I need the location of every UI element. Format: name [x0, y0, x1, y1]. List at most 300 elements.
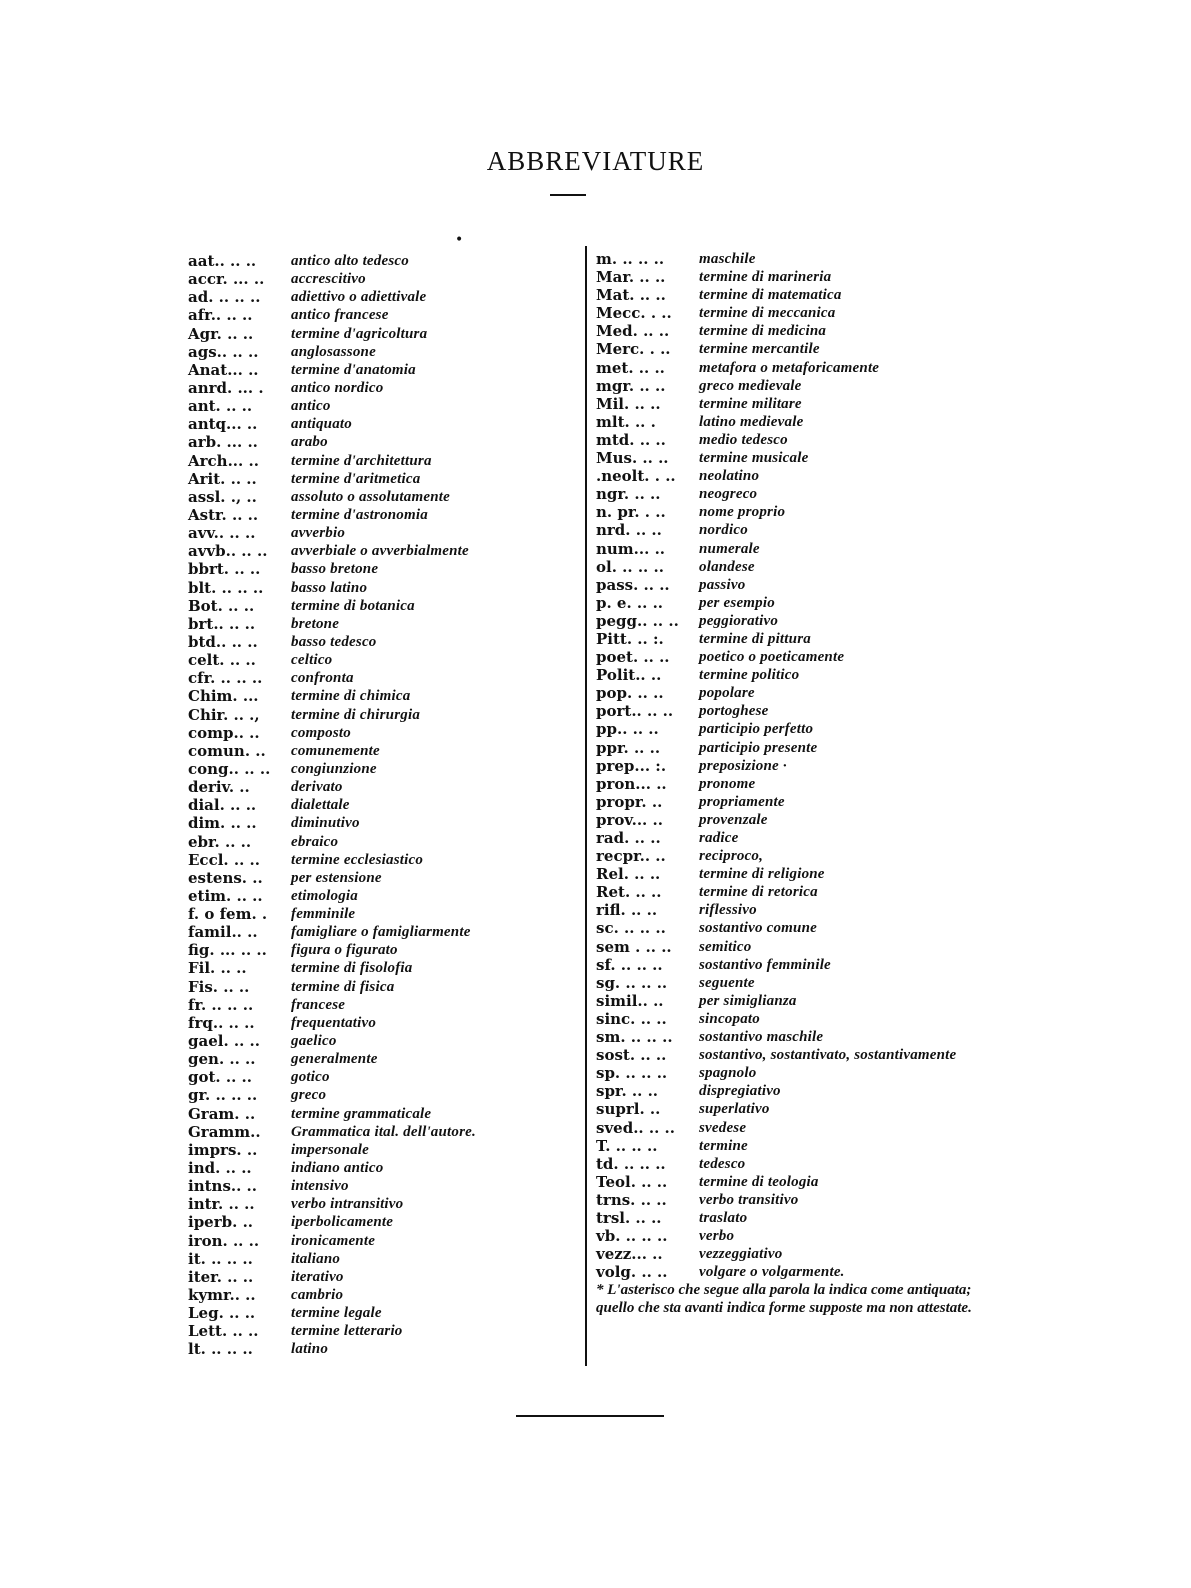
abbreviation-entry	[596, 630, 1006, 648]
abbreviation-entry	[596, 1064, 1006, 1082]
abbreviation: .neolt. . ..	[596, 467, 676, 486]
abbreviation: ol. .. .. ..	[596, 557, 664, 576]
abbreviation: Gramm..	[188, 1122, 261, 1141]
abbreviation: anrd. ... .	[188, 378, 264, 397]
definition: francese	[291, 996, 346, 1013]
abbreviation: intr. .. ..	[188, 1195, 255, 1214]
abbreviation: pron... ..	[596, 774, 667, 793]
abbreviation-entry	[188, 996, 580, 1014]
abbreviation: spr. .. ..	[596, 1082, 659, 1101]
definition: verbo	[699, 1228, 735, 1245]
abbreviation-entry	[188, 742, 580, 760]
abbreviation-entry	[188, 1286, 580, 1304]
abbreviation-entry	[188, 542, 580, 560]
abbreviation: sg. .. .. ..	[596, 973, 668, 992]
abbreviation: Lett. .. ..	[188, 1322, 259, 1341]
abbreviation: Chim. ...	[188, 687, 259, 706]
abbreviation-entry	[596, 304, 1006, 322]
definition: neolatino	[699, 468, 760, 485]
definition: per estensione	[291, 869, 382, 886]
definition: cambrio	[291, 1287, 344, 1304]
definition: bretone	[291, 615, 340, 632]
definition: nordico	[699, 522, 748, 539]
definition: termine mercantile	[699, 341, 820, 358]
abbreviation: antq... ..	[188, 415, 258, 434]
definition: antico francese	[291, 307, 389, 324]
abbreviation-entry	[596, 992, 1006, 1010]
definition: arabo	[291, 434, 328, 451]
abbreviation-entry	[188, 397, 580, 415]
abbreviation-entry	[188, 1032, 580, 1050]
abbreviation: mlt. .. .	[596, 412, 656, 431]
abbreviation-entry	[596, 684, 1006, 702]
abbreviation: rifl. .. ..	[596, 901, 658, 920]
abbreviation: vezz... ..	[596, 1245, 663, 1264]
abbreviation: deriv. ..	[188, 778, 250, 797]
abbreviation-entry	[188, 524, 580, 542]
abbreviation-entry	[596, 829, 1006, 847]
abbreviation: m. .. .. ..	[596, 250, 665, 268]
definition: termine di pittura	[699, 630, 811, 647]
abbreviation: sost. .. ..	[596, 1046, 667, 1065]
abbreviation-list-left	[188, 252, 580, 1359]
abbreviation-entry	[596, 268, 1006, 286]
definition: ironicamente	[291, 1232, 376, 1249]
abbreviation: td. .. .. ..	[596, 1154, 666, 1173]
abbreviation-entry	[596, 666, 1006, 684]
definition: termine d'architettura	[291, 452, 432, 469]
abbreviation-entry	[188, 869, 580, 887]
abbreviation: got. .. ..	[188, 1068, 252, 1087]
abbreviation: mgr. .. ..	[596, 376, 666, 395]
abbreviation-entry	[596, 757, 1006, 775]
abbreviation: recpr.. ..	[596, 847, 666, 866]
abbreviation-entry	[188, 778, 580, 796]
definition: termine di retorica	[699, 884, 818, 901]
abbreviation: sved.. .. ..	[596, 1118, 675, 1137]
definition: per esempio	[699, 594, 775, 611]
definition: peggiorativo	[699, 612, 779, 629]
abbreviation-entry	[596, 395, 1006, 413]
definition: sincopato	[699, 1010, 760, 1027]
abbreviation-entry	[596, 1155, 1006, 1173]
abbreviation: poet. .. ..	[596, 648, 670, 667]
abbreviation-entry	[596, 1209, 1006, 1227]
abbreviation: Rel. .. ..	[596, 865, 661, 884]
abbreviation-entry	[188, 1268, 580, 1286]
definition: ebraico	[291, 833, 339, 850]
abbreviation-entry	[596, 1100, 1006, 1118]
abbreviation-entry	[188, 887, 580, 905]
definition: antiquato	[291, 416, 352, 433]
abbreviation: blt. .. .. ..	[188, 578, 264, 597]
abbreviation-entry	[188, 1068, 580, 1086]
definition: termine di fisolofia	[291, 960, 413, 977]
abbreviation: n. pr. . ..	[596, 503, 666, 522]
abbreviation-entry	[188, 270, 580, 288]
abbreviation-entry	[596, 1137, 1006, 1155]
abbreviation: cong.. .. ..	[188, 759, 271, 778]
dot-mark: •	[455, 232, 464, 248]
abbreviation-entry	[596, 1046, 1006, 1064]
abbreviation: brt.. .. ..	[188, 614, 256, 633]
abbreviation-entry	[596, 250, 1006, 268]
definition: maschile	[699, 251, 756, 267]
abbreviation-entry	[596, 1173, 1006, 1191]
abbreviation-entry	[596, 503, 1006, 521]
abbreviation: sc. .. .. ..	[596, 919, 666, 938]
definition: spagnolo	[699, 1065, 757, 1082]
abbreviation-entry	[596, 1082, 1006, 1100]
abbreviation: kymr.. ..	[188, 1286, 256, 1305]
abbreviation-entry	[188, 343, 580, 361]
abbreviation: propr. ..	[596, 792, 663, 811]
abbreviation-entry	[188, 724, 580, 742]
abbreviation-entry	[596, 359, 1006, 377]
definition: iperbolicamente	[291, 1214, 394, 1231]
abbreviation: Gram. ..	[188, 1104, 256, 1123]
abbreviation: assl. ., ..	[188, 487, 257, 506]
abbreviation-entry	[188, 325, 580, 343]
abbreviation-entry	[188, 651, 580, 669]
abbreviation-entry	[188, 814, 580, 832]
column-divider	[585, 246, 587, 1366]
abbreviation: pop. .. ..	[596, 684, 664, 703]
abbreviation-entry	[188, 1123, 580, 1141]
abbreviation-entry	[188, 1086, 580, 1104]
abbreviation-entry	[188, 470, 580, 488]
definition: adiettivo o adiettivale	[291, 289, 427, 306]
definition: per simiglianza	[699, 992, 797, 1009]
abbreviation-entry	[188, 1213, 580, 1231]
abbreviation: arb. ... ..	[188, 433, 258, 452]
definition: termine letterario	[291, 1323, 403, 1340]
definition: preposizione ·	[699, 757, 787, 774]
abbreviation-entry	[596, 775, 1006, 793]
definition: portoghese	[699, 703, 769, 720]
abbreviation-entry	[188, 288, 580, 306]
abbreviation: frq.. .. ..	[188, 1013, 255, 1032]
definition: greco medievale	[699, 377, 802, 394]
abbreviation: Eccl. .. ..	[188, 850, 260, 869]
abbreviation: pp.. .. ..	[596, 720, 659, 739]
definition: iterativo	[291, 1268, 344, 1285]
abbreviation-entry	[596, 702, 1006, 720]
definition: gaelico	[291, 1033, 337, 1050]
definition: verbo intransitivo	[291, 1196, 404, 1213]
abbreviation-entry	[188, 941, 580, 959]
abbreviation: dim. .. ..	[188, 814, 257, 833]
abbreviation-entry	[596, 1263, 1006, 1281]
definition: antico nordico	[291, 379, 384, 396]
definition: termine grammaticale	[291, 1105, 432, 1122]
definition: termine	[699, 1137, 748, 1154]
definition: indiano antico	[291, 1160, 384, 1177]
abbreviation-entry	[188, 361, 580, 379]
abbreviation: bbrt. .. ..	[188, 560, 261, 579]
definition: latino medievale	[699, 413, 804, 430]
definition: termine di matematica	[699, 287, 842, 304]
definition: termine di meccanica	[699, 305, 836, 322]
abbreviation-entry	[596, 811, 1006, 829]
abbreviation: gen. .. ..	[188, 1050, 256, 1069]
abbreviation: intns.. ..	[188, 1177, 257, 1196]
abbreviation: iperb. ..	[188, 1213, 254, 1232]
abbreviation: trsl. .. ..	[596, 1208, 662, 1227]
abbreviation: gael. .. ..	[188, 1032, 261, 1051]
abbreviation-entry	[596, 558, 1006, 576]
definition: dispregiativo	[699, 1083, 781, 1100]
abbreviation: iron. .. ..	[188, 1231, 260, 1250]
definition: italiano	[291, 1250, 341, 1267]
title-rule	[550, 194, 586, 196]
abbreviation-entry	[596, 1119, 1006, 1137]
abbreviation: dial. .. ..	[188, 796, 257, 815]
abbreviation: Arch... ..	[188, 451, 259, 470]
abbreviation-entry	[596, 974, 1006, 992]
abbreviation: aat.. .. ..	[188, 252, 257, 270]
abbreviation: nrd. .. ..	[596, 521, 662, 540]
abbreviation: avvb.. .. ..	[188, 542, 268, 561]
abbreviation: simil.. ..	[596, 991, 664, 1010]
abbreviation-entry	[596, 1191, 1006, 1209]
definition: basso tedesco	[291, 633, 377, 650]
definition: confronta	[291, 670, 354, 687]
abbreviation-entry	[596, 919, 1006, 937]
definition: termine legale	[291, 1305, 382, 1322]
abbreviation-entry	[188, 433, 580, 451]
abbreviation-entry	[596, 322, 1006, 340]
definition: accrescitivo	[291, 271, 366, 288]
abbreviation: Polit.. ..	[596, 666, 662, 685]
bottom-rule	[516, 1415, 664, 1417]
definition: gotico	[291, 1069, 330, 1086]
abbreviation-entry	[188, 1322, 580, 1340]
abbreviation-entry	[188, 978, 580, 996]
definition: basso bretone	[291, 561, 379, 578]
abbreviation-entry	[596, 377, 1006, 395]
abbreviation: Fil. .. ..	[188, 959, 247, 978]
abbreviation-entry	[596, 739, 1006, 757]
abbreviation: ebr. .. ..	[188, 832, 252, 851]
abbreviation-entry	[596, 956, 1006, 974]
definition: termine militare	[699, 395, 802, 412]
abbreviation-entry	[188, 506, 580, 524]
abbreviation-entry	[188, 1105, 580, 1123]
definition: avverbio	[291, 525, 346, 542]
abbreviation-entry	[188, 1195, 580, 1213]
definition: radice	[699, 830, 739, 846]
abbreviation-entry	[596, 847, 1006, 865]
abbreviation: etim. .. ..	[188, 886, 263, 905]
definition: termine di chimica	[291, 688, 411, 705]
abbreviation: Mil. .. ..	[596, 394, 661, 413]
abbreviation: ppr. .. ..	[596, 738, 661, 757]
definition: termine d'astronomia	[291, 506, 428, 523]
abbreviation: volg. .. ..	[596, 1263, 668, 1282]
definition: passivo	[699, 576, 746, 593]
abbreviation: f. o fem. .	[188, 905, 268, 924]
definition: termine di chirurgia	[291, 706, 421, 723]
abbreviation: comun. ..	[188, 741, 266, 760]
abbreviation-entry	[596, 901, 1006, 919]
abbreviation: gr. .. .. ..	[188, 1086, 258, 1105]
definition: congiunzione	[291, 760, 377, 777]
abbreviation-entry	[188, 560, 580, 578]
definition: sostantivo maschile	[699, 1029, 824, 1046]
abbreviation: Merc. . ..	[596, 340, 671, 359]
definition: frequentativo	[291, 1014, 377, 1031]
abbreviation-entry	[188, 379, 580, 397]
abbreviation-entry	[188, 252, 580, 270]
abbreviation-entry	[596, 865, 1006, 883]
definition: provenzale	[699, 811, 768, 828]
abbreviation: Med. .. ..	[596, 322, 670, 341]
definition: termine di religione	[699, 866, 825, 883]
abbreviation: Arit. .. ..	[188, 469, 257, 488]
definition: sostantivo femminile	[699, 956, 831, 973]
abbreviation-entry	[188, 1141, 580, 1159]
abbreviation-entry	[596, 1227, 1006, 1245]
abbreviation: Mecc. . ..	[596, 304, 672, 323]
abbreviation: Mus. .. ..	[596, 449, 669, 468]
definition: superlativo	[699, 1101, 770, 1118]
abbreviation: Astr. .. ..	[188, 505, 259, 524]
abbreviation-entry	[596, 286, 1006, 304]
definition: reciproco,	[699, 848, 764, 865]
abbreviation: sp. .. .. ..	[596, 1064, 668, 1083]
definition: sostantivo comune	[699, 920, 817, 937]
definition: termine d'anatomia	[291, 361, 416, 378]
definition: termine d'agricoltura	[291, 325, 428, 342]
definition: svedese	[699, 1119, 747, 1136]
definition: neogreco	[699, 486, 758, 503]
abbreviation: ags.. .. ..	[188, 342, 259, 361]
definition: antico alto tedesco	[291, 253, 409, 269]
abbreviation-entry	[188, 796, 580, 814]
abbreviation-entry	[596, 793, 1006, 811]
abbreviation: Agr. .. ..	[188, 324, 254, 343]
abbreviation: Chir. .. .,	[188, 705, 260, 724]
abbreviation-entry	[188, 760, 580, 778]
abbreviation: ngr. .. ..	[596, 485, 661, 504]
abbreviation-entry	[188, 851, 580, 869]
abbreviation: Mar. .. ..	[596, 268, 666, 287]
abbreviation: fig. ... .. ..	[188, 941, 267, 960]
abbreviation: Leg. .. ..	[188, 1304, 256, 1323]
abbreviation: estens. ..	[188, 868, 263, 887]
definition: riflessivo	[699, 902, 757, 919]
abbreviation-entry	[188, 833, 580, 851]
abbreviation: pegg.. .. ..	[596, 611, 679, 630]
abbreviation-entry	[188, 1014, 580, 1032]
abbreviation-entry	[596, 449, 1006, 467]
definition: intensivo	[291, 1178, 349, 1195]
abbreviation-entry	[188, 1159, 580, 1177]
definition: termine ecclesiastico	[291, 851, 424, 868]
definition: termine d'aritmetica	[291, 470, 421, 487]
definition: metafora o metaforicamente	[699, 359, 880, 376]
abbreviation: celt. .. ..	[188, 651, 256, 670]
abbreviation-entry	[596, 648, 1006, 666]
abbreviation: ind. .. ..	[188, 1159, 252, 1178]
abbreviation-entry	[596, 340, 1006, 358]
abbreviation: sem . .. ..	[596, 937, 672, 956]
definition: poetico o poeticamente	[699, 649, 845, 666]
definition: vezzeggiativo	[699, 1246, 783, 1263]
abbreviation-entry	[188, 1050, 580, 1068]
abbreviation-entry	[596, 1028, 1006, 1046]
abbreviation: btd.. .. ..	[188, 632, 258, 651]
abbreviation: cfr. .. .. ..	[188, 669, 263, 688]
definition: nome proprio	[699, 504, 786, 521]
abbreviation: Bot. .. ..	[188, 596, 255, 615]
abbreviation-entry	[188, 1304, 580, 1322]
definition: basso latino	[291, 579, 368, 596]
definition: generalmente	[291, 1051, 378, 1068]
definition: verbo transitivo	[699, 1191, 799, 1208]
definition: figura o figurato	[291, 942, 398, 959]
abbreviation: Fis. .. ..	[188, 977, 250, 996]
definition: termine di botanica	[291, 597, 415, 614]
definition: termine di fisica	[291, 978, 395, 995]
abbreviation-entry	[188, 1177, 580, 1195]
abbreviation: sinc. .. ..	[596, 1009, 667, 1028]
abbreviation-entry	[596, 720, 1006, 738]
abbreviation: mtd. .. ..	[596, 430, 666, 449]
abbreviation-entry	[596, 594, 1006, 612]
abbreviation: T. .. .. ..	[596, 1136, 658, 1155]
definition: olandese	[699, 558, 755, 575]
abbreviation-entry	[188, 1250, 580, 1268]
abbreviation-entry	[596, 540, 1006, 558]
abbreviation-entry	[596, 1245, 1006, 1263]
abbreviation-entry	[188, 488, 580, 506]
abbreviation: sf. .. .. ..	[596, 955, 663, 974]
abbreviation: Mat. .. ..	[596, 286, 666, 305]
abbreviation: rad. .. ..	[596, 829, 661, 847]
definition: medio tedesco	[699, 431, 788, 448]
abbreviation-entry	[188, 1232, 580, 1250]
abbreviation: suprl. ..	[596, 1100, 661, 1119]
abbreviation-entry	[596, 521, 1006, 539]
definition: assoluto o assolutamente	[291, 488, 450, 505]
definition: seguente	[699, 974, 755, 991]
definition: volgare o volgarmente.	[699, 1264, 845, 1281]
abbreviation-entry	[188, 415, 580, 433]
abbreviation-entry	[188, 579, 580, 597]
abbreviation-entry	[188, 306, 580, 324]
definition: propriamente	[699, 793, 785, 810]
definition: etimologia	[291, 887, 358, 904]
abbreviation-entry	[596, 485, 1006, 503]
abbreviation: pass. .. ..	[596, 575, 670, 594]
definition: Grammatica ital. dell'autore.	[291, 1123, 476, 1140]
abbreviation: p. e. .. ..	[596, 593, 664, 612]
abbreviation-entry	[596, 938, 1006, 956]
definition: termine di marineria	[699, 269, 832, 286]
abbreviation: met. .. ..	[596, 358, 665, 377]
abbreviation: vb. .. .. ..	[596, 1227, 668, 1246]
abbreviation: lt. .. .. ..	[188, 1340, 253, 1359]
definition: latino	[291, 1341, 329, 1358]
abbreviation: fr. .. .. ..	[188, 995, 254, 1014]
definition: dialettale	[291, 797, 350, 814]
definition: participio presente	[699, 739, 818, 756]
abbreviation: ad. .. .. ..	[188, 288, 261, 307]
definition: termine di teologia	[699, 1173, 819, 1190]
abbreviation-entry	[188, 959, 580, 977]
